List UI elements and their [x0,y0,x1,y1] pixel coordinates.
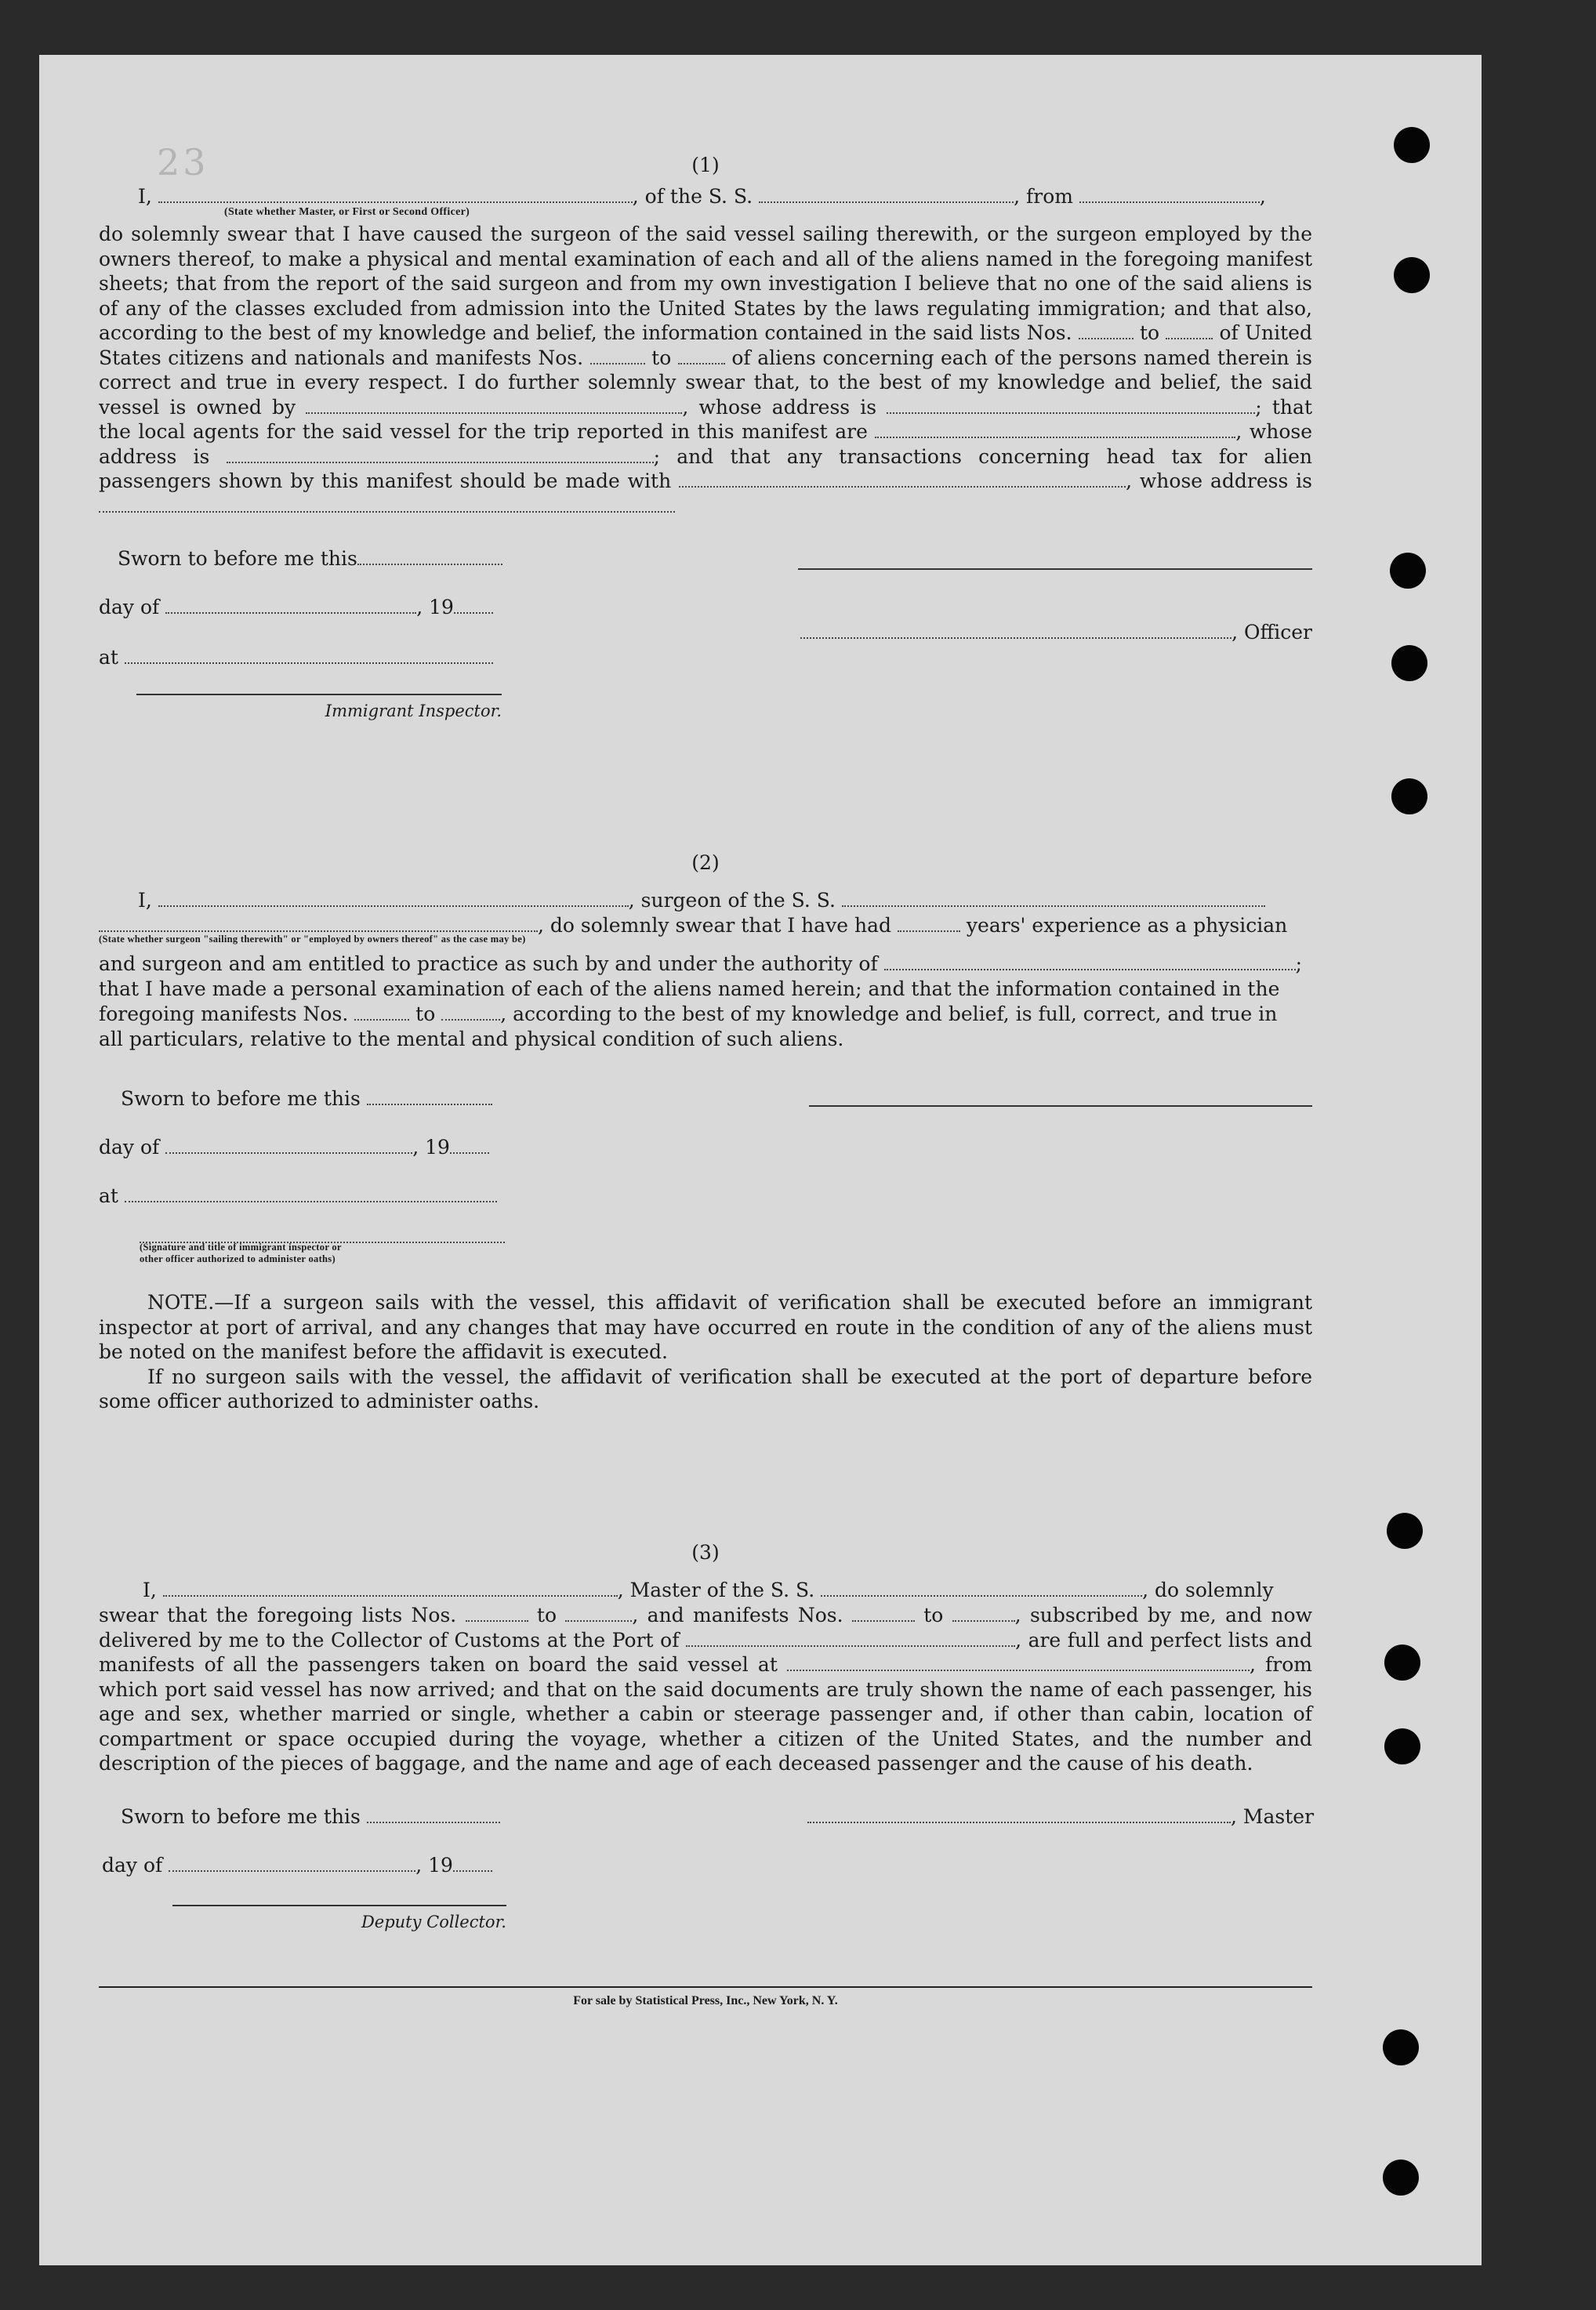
note-paragraph: NOTE.—If a surgeon sails with the vessel, this affidavit of verification shall be executed before an immigrant inspector at port of arrival, and any changes that may have occurred en route in the condition of any of the aliens must be noted on the manifest before the affidavit is executed. [99,1291,1312,1363]
publisher-footer: For sale by Statistical Press, Inc., New York, N. Y. [573,1994,838,2007]
binder-hole [1384,1728,1420,1764]
master-oath-line: I, , Master of the S. S. , do solemnly [143,1579,1274,1601]
binder-hole [1391,778,1427,814]
surgeon-name-field[interactable] [158,891,629,907]
day-of-field[interactable] [165,598,416,614]
surgeon-ship-field[interactable] [842,891,1265,907]
at-place-field[interactable] [125,648,493,664]
officer-name-field[interactable] [800,623,1231,639]
master-lists-from-field[interactable] [466,1606,528,1622]
surgeon-status-field[interactable] [99,916,538,932]
officer-rank-field[interactable] [158,187,633,203]
boarding-port-field[interactable] [787,1655,1250,1671]
surgeon-manifests-to-field[interactable] [441,1005,500,1021]
day-of-field[interactable] [169,1856,415,1872]
section-2 [99,851,1312,1414]
signature-caption: (Signature and title of immigrant inspector or other officer authorized to administer oaths) [140,1242,342,1264]
section-3 [99,1541,1315,1961]
section-number: (1) [691,154,720,176]
master-lists-to-field[interactable] [565,1606,632,1622]
inspector-signature-line[interactable] [136,694,502,695]
section-1 [99,154,1312,758]
binder-hole [1387,1513,1423,1549]
head-tax-address-field[interactable] [99,497,675,513]
at-place-field[interactable] [125,1187,497,1202]
year-field[interactable] [450,1138,489,1154]
inspector-caption: Immigrant Inspector. [325,702,502,720]
surgeon-signature-line[interactable] [809,1105,1312,1107]
surgeon-oath-line: , do solemnly swear that I have had years' experience as a physician [99,913,1312,938]
sworn-line: Sworn to before me this [118,546,502,571]
binder-hole [1384,1645,1420,1681]
day-of-line: day of , 19 [99,1135,489,1160]
port-field[interactable] [686,1631,1015,1647]
master-signature-line: , Master [807,1804,1312,1830]
day-of-line: day of , 19 [102,1853,492,1878]
examination-line: that I have made a personal examination of each of the aliens named herein; and that the information contained in the [99,977,1280,1000]
master-oath-body: swear that the foregoing lists Nos. to , and manifests Nos. to , subscribed by me, and now delivered by me to the Collector of Customs at the Port of , are full and perfect lists and manifests of all the passengers taken on board the said vessel at , from which port said vessel has now arrived; and that on the said documents are truly shown the name of each passenger, his age and sex, whether married or single, whether a cabin or steerage passenger and, if other than cabin, location of compartment or space occupied during the voyage, whether a citizen of the United States, and the number and description of the pieces of baggage, and the name and age of each deceased passenger and the cause of his death. [99,1604,1313,1775]
manifests-from-field[interactable] [590,349,645,364]
inspector-signature-field[interactable] [140,1228,505,1243]
manifests-line: foregoing manifests Nos. to , according to the best of my knowledge and belief, is full, correct, and true in [99,1003,1278,1025]
sworn-day-field[interactable] [367,1808,500,1823]
oath-body: do solemnly swear that I have caused the surgeon of the said vessel sailing therewith, or the surgeon employed by the owners thereof, to make a physical and mental examination of each and all of the aliens named in the foregoing manifest sheets; that from the report of the said surgeon and from my own investigation I believe that no one of the said aliens is of any of the classes excluded from admission into the United States by the laws regulating immigration; and that also, according to the best of my knowledge and belief, the information contained in the said lists Nos. to of United States citizens and nationals and manifests Nos. to of aliens concerning each of the persons named therein is correct and true in every respect. I do further solemnly swear that, to the best of my knowledge and belief, the said vessel is owned by , whose address is ; that the local agents for the said vessel for the trip reported in this manifest are , whose address is ; and that any transactions concerning head tax for alien passengers shown by this manifest should be made with , whose address is [99,222,1312,518]
agent-address-field[interactable] [227,448,654,463]
section-number: (3) [691,1541,720,1564]
surgeon-status-caption: (State whether surgeon "sailing therewith" or "employed by owners thereof" as the case may be) [99,934,526,945]
departure-port-field[interactable] [1079,187,1260,203]
sworn-day-field[interactable] [357,549,502,565]
binder-hole [1383,2029,1419,2065]
master-name-field[interactable] [163,1581,618,1597]
master-manifests-from-field[interactable] [852,1606,915,1622]
master-intro-line: I, , of the S. S. , from , [138,185,1266,208]
collector-caption: Deputy Collector. [361,1912,506,1931]
day-of-line: day of , 19 [99,595,493,620]
at-line: at [99,1184,497,1209]
year-field[interactable] [454,598,493,614]
particulars-line: all particulars, relative to the mental and physical condition of such aliens. [99,1028,844,1050]
at-line: at [99,645,493,670]
note-paragraph-2: If no surgeon sails with the vessel, the affidavit of verification shall be executed at the port of departure before some officer authorized to administer oaths. [99,1365,1312,1412]
authority-line: and surgeon and am entitled to practice as such by and under the authority of ; [99,952,1303,975]
binder-hole [1383,2160,1419,2196]
officer-line: , Officer [798,620,1312,645]
owner-field[interactable] [306,398,682,414]
sworn-day-field[interactable] [367,1090,492,1105]
local-agents-field[interactable] [875,422,1235,438]
lists-to-field[interactable] [1166,324,1213,339]
binder-hole [1390,553,1426,589]
sworn-line: Sworn to before me this [121,1086,492,1111]
lists-from-field[interactable] [1079,324,1134,339]
head-tax-contact-field[interactable] [679,472,1126,488]
binder-hole [1394,257,1430,293]
officer-signature-line[interactable] [798,568,1312,570]
faded-page-mark: 23 [157,141,209,183]
officer-rank-caption: (State whether Master, or First or Second Officer) [224,206,470,218]
binder-hole [1391,645,1427,681]
section-number: (2) [691,851,720,874]
ship-name-field[interactable] [759,187,1014,203]
authority-field[interactable] [884,955,1296,970]
years-experience-field[interactable] [898,916,960,932]
footer-divider [99,1986,1312,1988]
sworn-line: Sworn to before me this [121,1804,500,1830]
manifests-to-field[interactable] [678,349,725,364]
binder-hole [1394,127,1430,163]
surgeon-intro-line: I, , surgeon of the S. S. [99,888,1312,913]
master-manifests-to-field[interactable] [952,1606,1015,1622]
master-ship-field[interactable] [821,1581,1142,1597]
collector-signature-line[interactable] [172,1905,506,1906]
day-of-field[interactable] [165,1138,412,1154]
owner-address-field[interactable] [887,398,1255,414]
surgeon-manifests-from-field[interactable] [354,1005,409,1021]
year-field[interactable] [453,1856,492,1872]
master-signature-field[interactable] [807,1808,1231,1823]
